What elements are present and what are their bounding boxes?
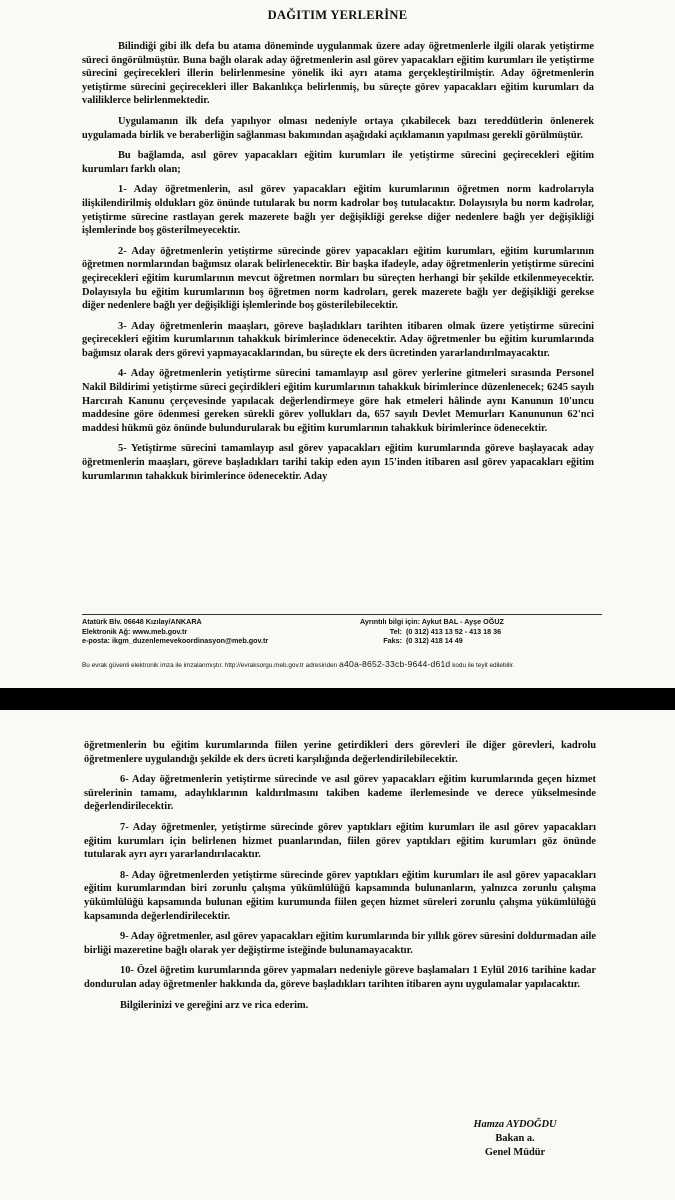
paragraph: 5- Yetiştirme sürecini tamamlayıp asıl görev yapacakları eğitim kurumlarında göreve başlayacak aday öğretmenlerin maaşları, göreve başladıkları tarihi takip eden ayın 15'inden itibaren asıl görev yapacakları eğitim kurumlarının tahakkuk birimlerince ödenecektir. Aday xyxy=(82,443,594,482)
verification-suffix: kodu ile teyit edilebilir. xyxy=(452,662,515,669)
verification-text: Bu evrak güvenli elektronik imza ile imzalanmıştır. http://evraksorgu.meb.gov.tr adresinden xyxy=(82,662,338,669)
footer-web: Elektronik Ağ: www.meb.gov.tr xyxy=(82,626,188,636)
footer-email: e-posta: ikgm_duzenlemevekoordinasyon@meb.gov.tr xyxy=(82,636,269,646)
signatory-title: Genel Müdür xyxy=(484,1147,546,1158)
fax-label: Faks: xyxy=(383,636,402,646)
footer-address: Atatürk Blv. 06648 Kızılay/ANKARA xyxy=(82,617,202,626)
paragraph: Bilgilerinizi ve gereğini arz ve rica ederim. xyxy=(120,999,309,1011)
page1-body xyxy=(82,40,594,490)
paragraph: 1- Aday öğretmenlerin, asıl görev yapacakları eğitim kurumlarının öğretmen norm kadrolarıyla ilişkilendirilmiş oldukları göz önünde tutularak bu norm kadrolar boş tutulacaktır. Dolayısıyla bu norm kadrolar, yetiştirme sürecine rastlayan gerek mazerete bağlı yer değişikliği gerekse diğer nedenlere bağlı yer değişikliği işlemlerinde boş gösterilmeyecektir. xyxy=(82,184,594,237)
paragraph: 2- Aday öğretmenlerin yetiştirme sürecinde görev yapacakları eğitim kurumları, eğitim kurumlarının öğretmen normlarından bağımsız olarak belirlenecektir. Bir başka ifadeyle, aday öğretmenlerin yetiştirme sürecini geçirecekleri eğitim kurumlarının mevcut öğretmen normları bu süreçten herhangi bir şekilde etkilenmeyecektir. Dolayısıyla bu eğitim kurumlarının boş öğretmen norm kadroları, gerek mazerete bağlı yer değişikliği gerekse diğer nedenlere bağlı yer değişikliği işlemlerinde boş gösterilebilecektir. xyxy=(82,245,594,312)
paragraph: Bilindiği gibi ilk defa bu atama döneminde uygulanmak üzere aday öğretmenlerle ilgili olarak yetiştirme süreci öngörülmüştür. Buna bağlı olarak aday öğretmenlerin asıl görev yapacakları eğitim kurumları ile yetiştirme sürecini geçirecekleri illerin belirlenmesine yönelik iki ayrı atama gerçekleştirilmiştir. Aday öğretmenlerin yetiştirme sürecini geçirecekleri iller Bakanlıkça belirlenmiş, bu süreçte görev yapacakları eğitim kurumları da valiliklerce belirlenmektedir. xyxy=(82,41,594,107)
page2-body xyxy=(84,739,596,1019)
paragraph: Uygulamanın ilk defa yapılıyor olması nedeniyle ortaya çıkabilecek bazı tereddütlerin önlenerek uygulamada birlik ve beraberliğin sağlanması bakımından aşağıdaki açıklamanın yapılması gerekli görülmüştür. xyxy=(82,115,594,141)
verification-code: a40a-8652-33cb-9644-d61d xyxy=(339,659,451,669)
footer-contact-block xyxy=(360,617,600,646)
fax-value: (0 312) 418 14 49 xyxy=(406,636,463,646)
footer-contact: Ayrıntılı bilgi için: Aykut BAL - Ayşe OĞUZ xyxy=(360,617,504,626)
signatory-role: Bakan a. xyxy=(495,1133,535,1144)
paragraph: 7- Aday öğretmenler, yetiştirme sürecinde görev yaptıkları eğitim kurumları ile asıl görev yapacakları eğitim kurumları için belirlenen hizmet puanlarından, fiilen görev yaptıkları eğitim kurumları göz önünde tutularak ayrı ayrı yararlandırılacaktır. xyxy=(84,821,596,861)
footer-divider xyxy=(82,614,602,615)
e-signature-verification xyxy=(82,660,642,670)
paragraph: öğretmenlerin bu eğitim kurumlarında fiilen yerine getirdikleri ders görevleri ile diğer görevleri, kadrolu öğretmenlere uygulandığı şekilde ek ders ücreti karşılığında değerlendirilebilecektir. xyxy=(84,740,596,765)
paragraph: 9- Aday öğretmenler, asıl görev yapacakları eğitim kurumlarında bir yıllık görev süresini doldurmadan aile birliği mazeretine bağlı olarak yer değiştirme isteğinde bulunamayacaktır. xyxy=(84,931,596,956)
paragraph: 4- Aday öğretmenlerin yetiştirme sürecini tamamlayıp asıl görev yerlerine gitmeleri sırasında Personel Nakil Bildirimi yetiştirme süreci geçirdikleri eğitim kurumlarının tahakkuk birimlerince düzenlenecek; 6245 sayılı Harcırah Kanunu çerçevesinde yapılacak değerlendirmeye göre hak etmeleri hâlinde aynı Kanunun 10'uncu maddesine göre ödenmesi gereken sürekli görev yollukları da, 657 sayılı Devlet Memurları Kanununun 62'nci maddesi hükmü göz önünde bulundurularak bu eğitim kurumlarının tahakkuk birimlerince ödenecektir. xyxy=(82,368,594,434)
paragraph: 3- Aday öğretmenlerin maaşları, göreve başladıkları tarihten itibaren olmak üzere yetiştirme sürecini geçirecekleri eğitim kurumlarının tahakkuk birimlerince ödenecektir. Aday öğretmenler bu eğitim kurumlarında bağımsız olarak ders görevi yapmayacaklarından, bu süreçte ek ders ücretinden yararlandırılmayacaktır. xyxy=(82,320,594,359)
paragraph: Bu bağlamda, asıl görev yapacakları eğitim kurumları ile yetiştirme sürecini geçirecekleri eğitim kurumları farklı olan; xyxy=(82,150,594,175)
footer-address-block xyxy=(82,617,342,646)
signature-block xyxy=(440,1118,590,1160)
paragraph: 10- Özel öğretim kurumlarında görev yapmaları nedeniyle göreve başlamaları 1 Eylül 2016 tarihine kadar dondurulan aday öğretmenler hakkında da, göreve başladıkları tarihten itibaren aynı uygulamalar yapılacaktır. xyxy=(84,965,596,990)
paragraph: 8- Aday öğretmenlerden yetiştirme sürecinde görev yaptıkları eğitim kurumları ile asıl görev yapacakları eğitim kurumlarından biri zorunlu çalışma yükümlülüğü kapsamında bulunanların, yalnızca zorunlu çalışma yükümlülüğü kapsamında bulunan eğitim kurumunda fiilen geçen hizmet süreleri zorunlu çalışma yükümlülüğü kapsamında değerlendirilecektir. xyxy=(84,869,596,922)
paragraph: 6- Aday öğretmenlerin yetiştirme sürecinde ve asıl görev yapacakları eğitim kurumlarında geçen hizmet sürelerinin tamamı, adaylıklarının kaldırılmasını takiben kademe ilerlemesinde ve derece yükselmesinde değerlendirilecektir. xyxy=(84,774,596,813)
document-title: DAĞITIM YERLERİNE xyxy=(267,8,408,22)
signatory-name: Hamza AYDOĞDU xyxy=(473,1119,557,1130)
tel-value: (0 312) 413 13 52 - 413 18 36 xyxy=(406,626,502,636)
tel-label: Tel: xyxy=(389,626,402,636)
